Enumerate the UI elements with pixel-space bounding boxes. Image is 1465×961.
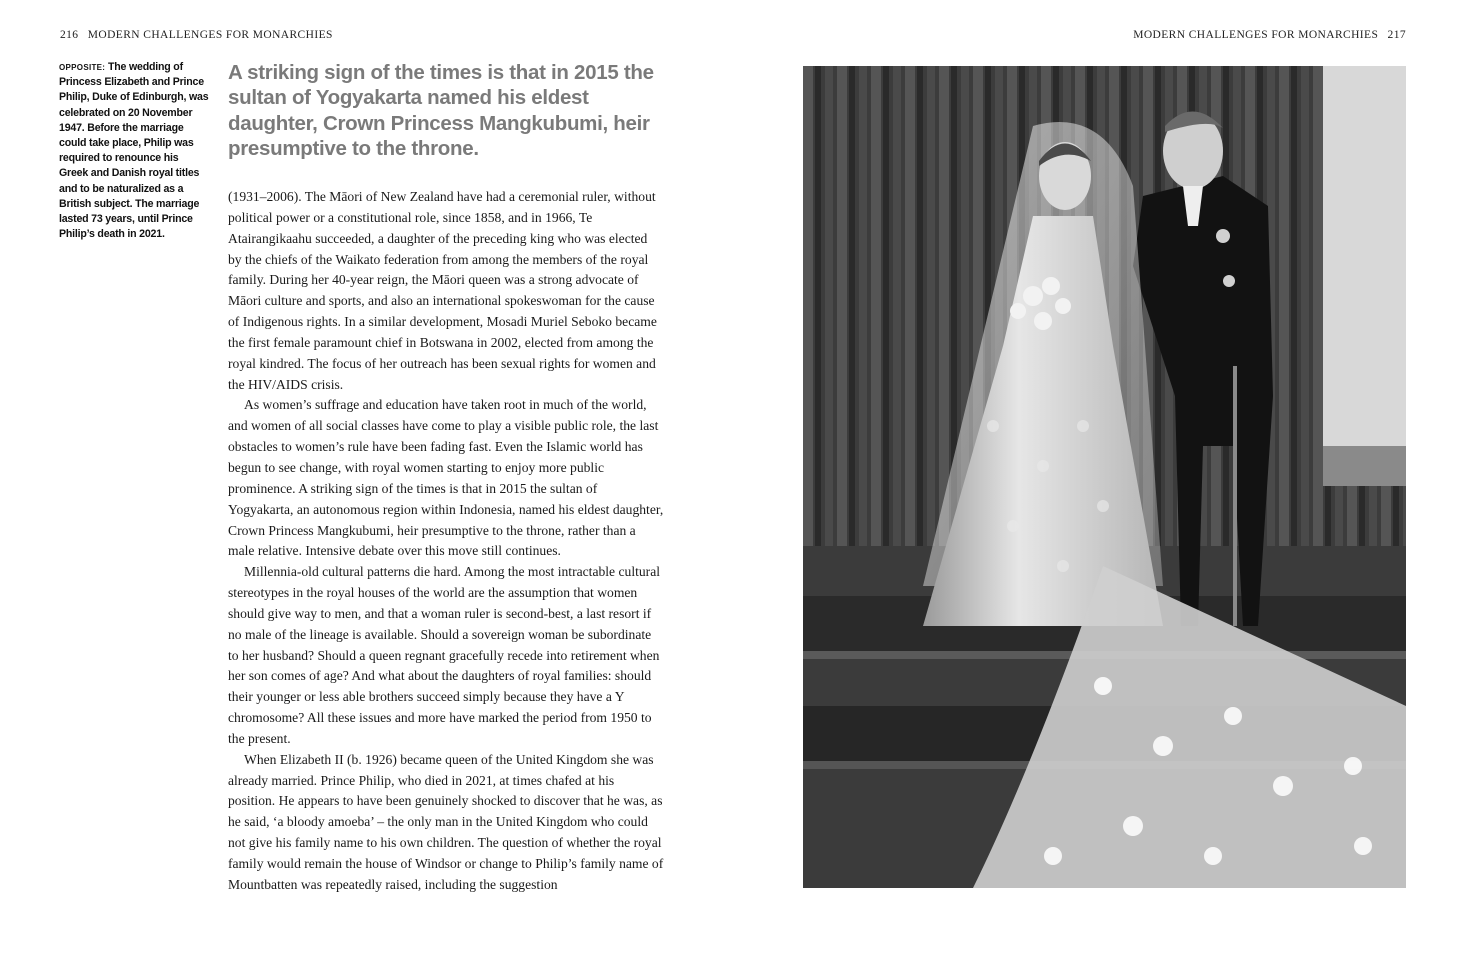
right-page-number: 217 [1387, 29, 1406, 41]
caption-kicker: OPPOSITE: [59, 63, 106, 72]
left-page-number: 216 [60, 29, 79, 41]
wedding-photo [803, 66, 1406, 888]
photo-caption [59, 60, 209, 242]
body-paragraph: When Elizabeth II (b. 1926) became queen of the United Kingdom she was already married. Prince Philip, who died in 2021, at times chafed at his position. He appears to have been genuinely shocked to discover that he was, as he said, ‘a bloody amoeba’ – the only man in the United Kingdom who could not give his family name to his own children. The question of whether the royal family would remain the house of Windsor or change to Philip’s family name of Mountbatten was repeatedly raised, including the suggestion [228, 751, 664, 892]
right-running-head [1133, 29, 1406, 41]
right-running-title: MODERN CHALLENGES FOR MONARCHIES [1133, 29, 1379, 41]
body-paragraph: (1931–2006). The Māori of New Zealand have had a ceremonial ruler, without political power or a constitutional role, since 1858, and in 1966, Te Atairangikaahu succeeded, a daughter of the preceding king who was elected by the chiefs of the Waikato federation from among the members of the royal family. During her 40-year reign, the Māori queen was a strong advocate of Māori culture and sports, and also an international spokeswoman for the cause of Indigenous rights. In a similar development, Mosadi Muriel Seboko became the first female paramount chief in Botswana in 2002, elected from among the royal kindred. The focus of her outreach has been sexual rights for women and the HIV/AIDS crisis. [228, 189, 657, 392]
caption-text: The wedding of Princess Elizabeth and Prince Philip, Duke of Edinburgh, was celebrated on 20 November 1947. Before the marriage could take place, Philip was required to renounce his Greek and Danish royal titles and to be naturalized as a British subject. The marriage lasted 73 years, until Prince Philip’s death in 2021. [59, 61, 209, 241]
wedding-photo-illustration [803, 66, 1406, 888]
body-text [228, 187, 664, 896]
pull-quote: A striking sign of the times is that in 2015 the sultan of Yogyakarta named his eldest daughter, Crown Princess Mangkubumi, heir presumptive to the throne. [228, 61, 654, 160]
body-paragraph: Millennia-old cultural patterns die hard. Among the most intractable cultural stereotypes in the royal houses of the world are the assumption that women should give way to men, and that a woman ruler is second-best, a last resort if no male of the lineage is available. Should a sovereign woman be subordinate to her husband? Should a queen regnant gracefully recede into retirement when her son comes of age? And what about the daughters of royal families: should their younger or less able brothers succeed simply because they have a Y chromosome? All these issues and more have marked the period from 1950 to the present. [228, 564, 661, 746]
body-paragraph: As women’s suffrage and education have taken root in much of the world, and women of all social classes have come to play a visible public role, the last obstacles to women’s rule have been fading fast. Even the Islamic world has begun to see change, with royal women starting to enjoy more public prominence. A striking sign of the times is that in 2015 the sultan of Yogyakarta, an autonomous region within Indonesia, named his eldest daughter, Crown Princess Mangkubumi, heir presumptive to the throne, rather than a male relative. Intensive debate over this move still continues. [228, 397, 664, 559]
left-running-title: MODERN CHALLENGES FOR MONARCHIES [87, 29, 333, 41]
right-wall [1323, 66, 1406, 486]
left-running-head [60, 29, 333, 41]
